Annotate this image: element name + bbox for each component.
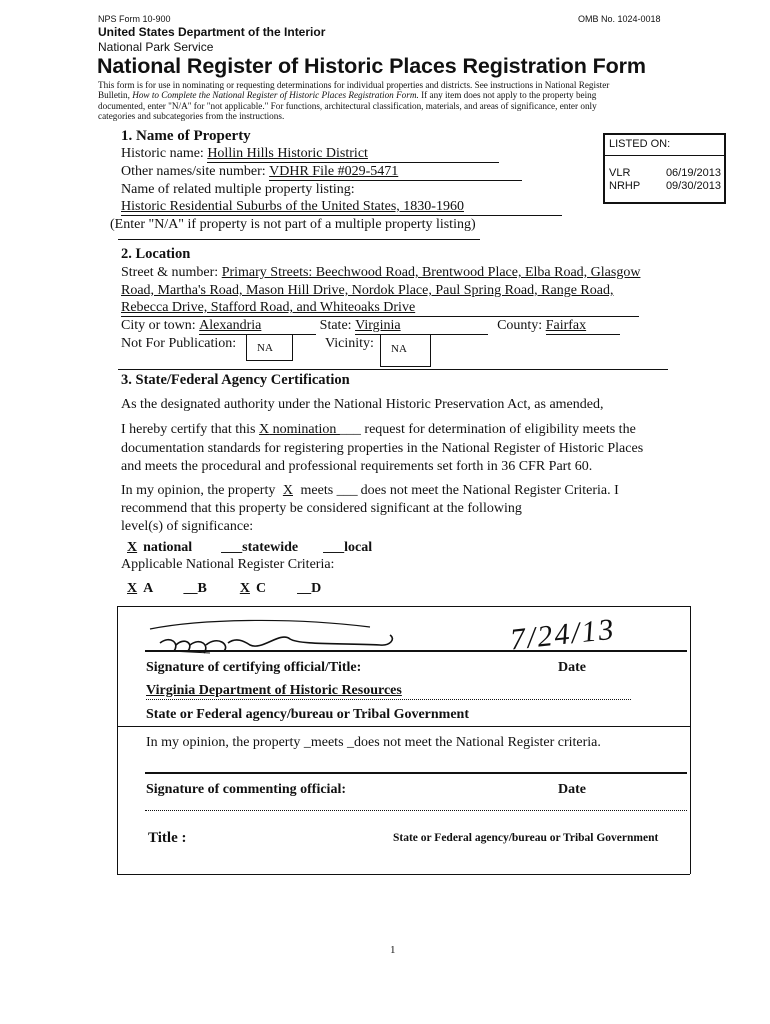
department-name: United States Department of the Interior xyxy=(98,25,326,39)
certification-paragraph xyxy=(121,421,643,477)
instructions-line: This form is for use in nominating or requesting determinations for individual properties and districts. See instructions in National Register xyxy=(98,80,610,90)
opinion-paragraph xyxy=(121,482,619,536)
commenting-signature-label: Signature of commenting official: xyxy=(146,782,346,797)
city-value: Alexandria xyxy=(199,318,316,335)
criterion-a-mark[interactable]: X xyxy=(127,581,138,596)
local-label: local xyxy=(344,540,373,555)
county-label: County: xyxy=(497,318,546,333)
criteria-label: Applicable National Register Criteria: xyxy=(121,557,335,572)
listed-on-box xyxy=(603,133,726,204)
instructions-line: Bulletin, How to Complete the National Register of Historic Places Registration Form. If any item does not apply to the property being xyxy=(98,90,597,101)
nrhp-date: 09/30/2013 xyxy=(665,180,721,192)
historic-name-label: Historic name: xyxy=(121,146,208,161)
state-label: State: xyxy=(319,318,356,333)
street-row-2: Road, Martha's Road, Mason Hill Drive, Nordok Place, Paul Spring Road, Range Road, xyxy=(121,283,614,298)
other-names-row xyxy=(121,164,522,181)
criterion-d-mark[interactable]: __ xyxy=(297,581,312,596)
criterion-a-label: A xyxy=(143,581,153,596)
agency-label: State or Federal agency/bureau or Tribal Government xyxy=(146,707,470,722)
criterion-b-label: B xyxy=(197,581,207,596)
certification-line: I hereby certify that this X nomination ___ request for determination of eligibility meets the xyxy=(121,422,636,437)
commenting-opinion: In my opinion, the property _meets _does not meet the National Register criteria. xyxy=(146,735,601,750)
not-for-publication-field[interactable]: NA xyxy=(246,334,293,361)
divider xyxy=(117,726,690,727)
other-names-label: Other names/site number: xyxy=(121,164,270,179)
street-value: Primary Streets: Beechwood Road, Brentwood Place, Elba Road, Glasgow xyxy=(221,265,641,280)
street-label: Street & number: xyxy=(121,265,222,280)
opinion-line: level(s) of significance: xyxy=(121,519,254,534)
handwritten-date: 7/24/13 xyxy=(508,612,618,657)
related-listing-label: Name of related multiple property listing: xyxy=(121,182,355,197)
section-1-heading: 1. Name of Property xyxy=(121,128,251,144)
divider xyxy=(145,810,687,811)
local-mark[interactable]: ___ xyxy=(323,540,345,555)
service-name: National Park Service xyxy=(98,40,214,54)
signature-line xyxy=(145,650,687,652)
related-listing-value: Historic Residential Suburbs of the United States, 1830-1960 xyxy=(121,199,562,216)
vicinity-label: Vicinity: xyxy=(325,336,374,351)
street-row-3: Rebecca Drive, Stafford Road, and Whiteoaks Drive xyxy=(121,300,639,317)
nrhp-label: NRHP xyxy=(609,180,641,192)
vlr-label: VLR xyxy=(609,167,631,179)
criterion-b-mark[interactable]: __ xyxy=(183,581,198,596)
section-3-heading: 3. State/Federal Agency Certification xyxy=(121,372,350,388)
signature-block-bottom xyxy=(117,874,690,875)
county-value: Fairfax xyxy=(546,318,620,335)
national-label: national xyxy=(143,540,193,555)
omb-number: OMB No. 1024-0018 xyxy=(578,14,661,24)
signature-date-label: Date xyxy=(558,660,586,675)
signature-block-right-border xyxy=(690,606,691,874)
statewide-mark[interactable]: ___ xyxy=(221,540,243,555)
form-title: National Register of Historic Places Registration Form xyxy=(97,54,646,78)
agency-value: Virginia Department of Historic Resources xyxy=(146,683,631,700)
form-number: NPS Form 10-900 xyxy=(98,14,171,24)
criterion-c-label: C xyxy=(255,581,267,596)
instructions-line: documented, enter "N/A" for "not applicable." For functions, architectural classification, materials, and areas of significance, enter only xyxy=(98,100,597,111)
certification-line: and meets the procedural and professional requirements set forth in 36 CFR Part 60. xyxy=(121,459,593,474)
city-label: City or town: xyxy=(121,318,200,333)
commenting-date-label: Date xyxy=(558,782,586,797)
listed-on-title: LISTED ON: xyxy=(609,138,671,150)
divider xyxy=(118,369,668,370)
criteria-marks xyxy=(121,581,321,597)
authority-statement: As the designated authority under the National Historic Preservation Act, as amended, xyxy=(121,397,604,412)
instructions-line: categories and subcategories from the instructions. xyxy=(98,111,285,122)
signature-official-label: Signature of certifying official/Title: xyxy=(146,660,362,675)
certification-line: documentation standards for registering properties in the National Register of Historic Places xyxy=(121,440,644,456)
not-for-publication-label: Not For Publication: xyxy=(121,336,237,351)
opinion-line: recommend that this property be considered significant at the following xyxy=(121,501,522,516)
criterion-d-label: D xyxy=(311,581,322,596)
significance-levels xyxy=(121,540,372,556)
instructions xyxy=(98,80,688,122)
signature-block-top xyxy=(117,606,690,607)
city-row xyxy=(121,318,620,335)
title-label: Title : xyxy=(148,830,187,846)
national-mark[interactable]: X xyxy=(127,540,138,555)
divider xyxy=(118,239,480,240)
na-note: (Enter "N/A" if property is not part of a multiple property listing) xyxy=(110,217,476,232)
title-agency-label: State or Federal agency/bureau or Tribal Government xyxy=(393,832,659,844)
page-number: 1 xyxy=(390,944,396,956)
criterion-c-mark[interactable]: X xyxy=(239,581,250,596)
statewide-label: statewide xyxy=(242,540,299,555)
section-2-heading: 2. Location xyxy=(121,246,191,262)
vlr-date: 06/19/2013 xyxy=(665,167,721,179)
state-value: Virginia xyxy=(355,318,488,335)
opinion-line: In my opinion, the property X meets ___ does not meet the National Register Criteria. I xyxy=(121,483,619,498)
vicinity-field[interactable]: NA xyxy=(380,334,431,367)
official-signature xyxy=(140,615,440,665)
other-names-value: VDHR File #029-5471 xyxy=(269,164,522,181)
commenting-signature-line xyxy=(145,772,687,774)
historic-name-value: Hollin Hills Historic District xyxy=(207,146,499,163)
signature-block-left-border xyxy=(117,606,118,874)
historic-name-row xyxy=(121,146,499,163)
street-row-1 xyxy=(121,265,640,281)
